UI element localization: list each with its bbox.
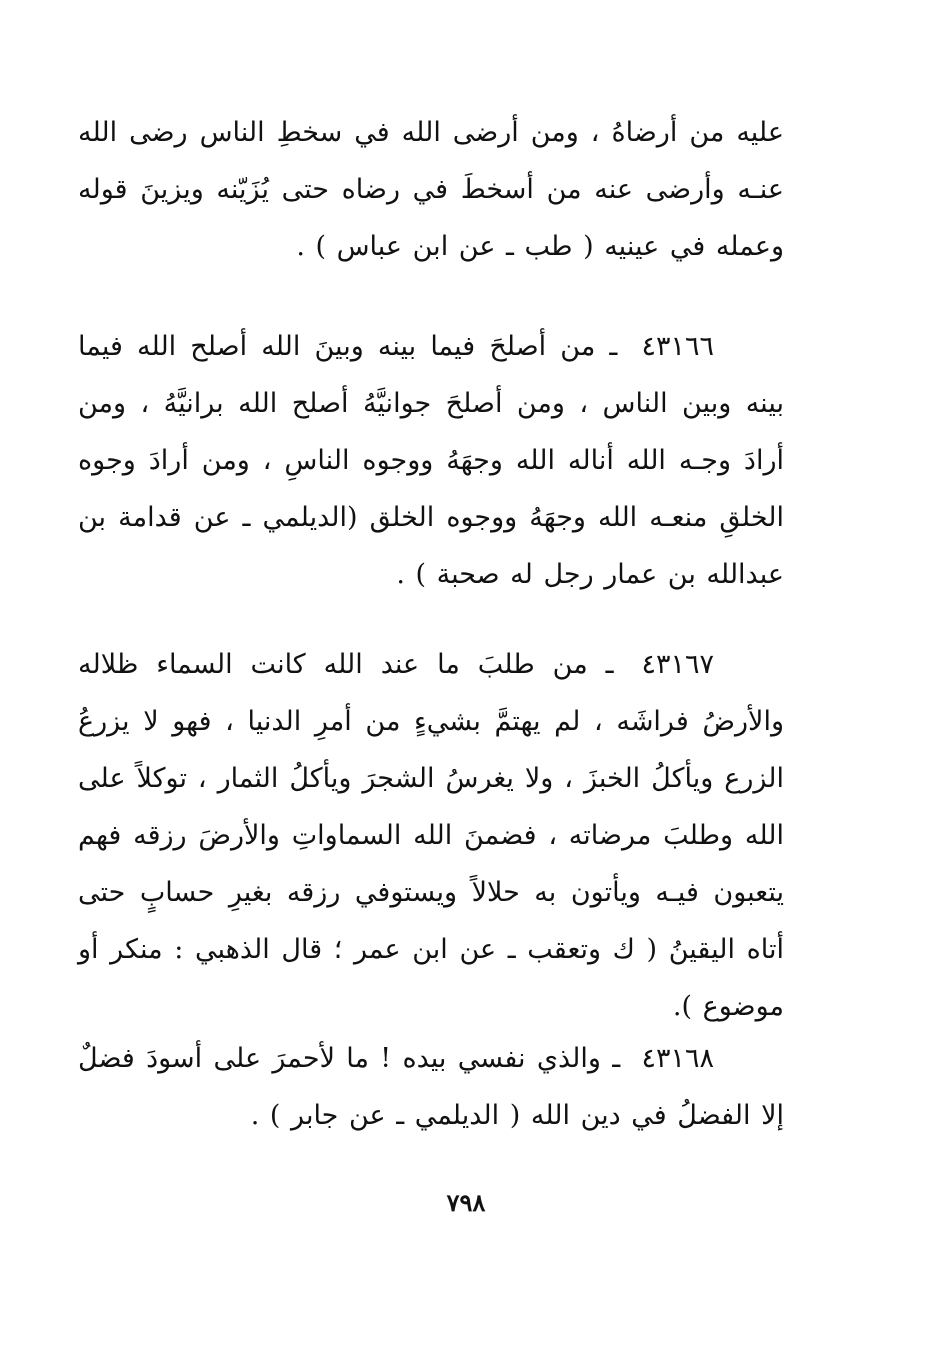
- hadith-text: ـ والذي نفسي بيده ! ما لأحمرَ على أسودَ فضلٌ إلا الفضلُ في دين الله ( الديلمي ـ عن جابر ) .: [78, 1043, 784, 1131]
- hadith-number: ٤٣١٦٨: [641, 1043, 714, 1074]
- page-number: ٧٩٨: [446, 1188, 486, 1217]
- hadith-text: ـ من أصلحَ فيما بينه وبينَ الله أصلح الله فيما بينه وبين الناس ، ومن أصلحَ جوانيَّهُ أصلح الله برانيَّهُ ، ومن أرادَ وجـه الله أناله الله وجهَهُ ووجوه الناسِ ، ومن أرادَ وجوه الخلقِ منعـه الله وجهَهُ ووجوه الخلق (الديلمي ـ عن قدامة بن عبدالله بن عمار رجل له صحبة ) .: [78, 331, 784, 590]
- hadith-continuation-paragraph: [78, 104, 784, 275]
- hadith-text: ـ من طلبَ ما عند الله كانت السماء ظلاله والأرضُ فراشَه ، لم يهتمَّ بشيءٍ من أمرِ الدنيا ، فهو لا يزرعُ الزرع ويأكلُ الخبزَ ، ولا يغرسُ الشجرَ ويأكلُ الثمار ، توكلاً على الله وطلبَ مرضاته ، فضمنَ الله السماواتِ والأرضَ رزقه فهم يتعبون فيـه ويأتون به حلالاً ويستوفي رزقه بغيرِ حسابٍ حتى أتاه اليقينُ ( ك وتعقب ـ عن ابن عمر ؛ قال الذهبي : منكر أو موضوع ).: [78, 649, 784, 1022]
- hadith-number: ٤٣١٦٧: [641, 649, 714, 680]
- hadith-paragraph-43167: [78, 636, 784, 1035]
- hadith-text: عليه من أرضاهُ ، ومن أرضى الله في سخطِ الناس رضى الله عنـه وأرضى عنه من أسخطَ في رضاه حتى يُزَيّنه ويزينَ قوله وعمله في عينيه ( طب ـ عن ابن عباس ) .: [78, 117, 784, 262]
- hadith-number: ٤٣١٦٦: [641, 331, 714, 362]
- hadith-paragraph-43168: [78, 1030, 784, 1144]
- hadith-paragraph-43166: [78, 318, 784, 603]
